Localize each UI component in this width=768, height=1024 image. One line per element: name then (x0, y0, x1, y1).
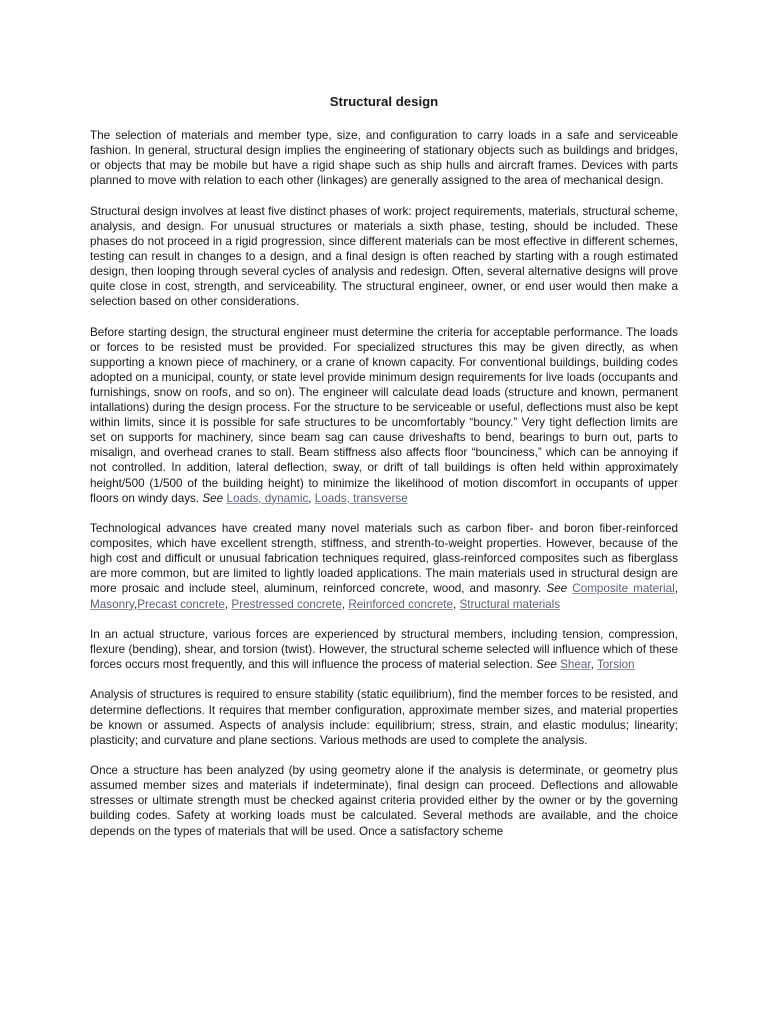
link-loads-dynamic[interactable]: Loads, dynamic (226, 491, 309, 505)
link-torsion[interactable]: Torsion (596, 658, 635, 672)
link-shear[interactable]: Shear (560, 658, 591, 672)
link-reinforced-concrete[interactable]: Reinforced concrete (348, 597, 453, 611)
paragraph-3-text: Before starting design, the structural engineer must determine the criteria for acceptable performance. The loads or forces to be resisted must be provided. For specialized structures this may be given directly, as when supporting a known piece of machinery, or a crane of known capacity. For conventional buildings, building codes adopted on a municipal, county, or state level provide minimum design requirements for live loads (occupants and furnishings, snow on roofs, and so on). The engineer will calculate dead loads (structure and known, permanent intallations) during the design process. For the structure to be serviceable or useful, deflections must also be kept within limits, since it is possible for safe structures to be uncomfortably “bouncy.” Very tight deflection limits are set on supports for machinery, since beam sag can cause driveshafts to bend, bearings to burn out, parts to misalign, and overhead cranes to stall. Beam stiffness also affects floor “bounciness,” which can be annoying if not controlled. In addition, lateral deflection, sway, or drift of tall buildings is often held within approximately height/500 (1/500 of the building height) to minimize the likelihood of motion discomfort in occupants of upper floors on windy days. (90, 325, 678, 505)
link-prestressed-concrete[interactable]: Prestressed concrete (231, 597, 342, 611)
paragraph-6: Analysis of structures is required to ensure stability (static equilibrium), find the member forces to be resisted, and determine deflections. It requires that member configuration, approximate member sizes, and material properties be known or assumed. Aspects of analysis include: equilibrium; stress, strain, and elastic modulus; linearity; plasticity; and curvature and plane sections. Various methods are used to complete the analysis. (90, 688, 678, 747)
link-masonry[interactable]: Masonry (90, 597, 134, 611)
paragraph-3: Before starting design, the structural engineer must determine the criteria for acceptable performance. The loads or forces to be resisted must be provided. For specialized structures this may be given directly, as when supporting a known piece of machinery, or a crane of known capacity. For conventional buildings, building codes adopted on a municipal, county, or state level provide minimum design requirements for live loads (occupants and furnishings, snow on roofs, and so on). The engineer will calculate dead loads (structure and known, permanent intallations) during the design process. For the structure to be serviceable or useful, deflections must also be kept within limits, since it is possible for safe structures to be uncomfortably “bouncy.” Very tight deflection limits are set on supports for machinery, since beam sag can cause driveshafts to bend, bearings to burn out, parts to misalign, and overhead cranes to stall. Beam stiffness also affects floor “bounciness,” which can be annoying if not controlled. In addition, lateral deflection, sway, or drift of tall buildings is often held within approximately height/500 (1/500 of the building height) to minimize the likelihood of motion discomfort in occupants of upper floors on windy days. See Loads, dynamic, Loads, transverse (90, 325, 678, 505)
paragraph-5-text: In an actual structure, various forces are experienced by structural members, including tension, compression, flexure (bending), shear, and torsion (twist). However, the structural scheme selected will influence which of these forces occurs most frequently, and this will influence the process of material selection. (90, 627, 678, 672)
see-label: See (546, 582, 568, 596)
paragraph-5: In an actual structure, various forces are experienced by structural members, including tension, compression, flexure (bending), shear, and torsion (twist). However, the structural scheme selected will influence which of these forces occurs most frequently, and this will influence the process of material selection. See Shear, Torsion (90, 627, 678, 672)
see-label: See (202, 491, 224, 505)
link-precast-concrete[interactable]: Precast concrete (137, 597, 225, 611)
link-loads-transverse[interactable]: Loads, transverse (314, 491, 408, 505)
paragraph-2: Structural design involves at least five distinct phases of work: project requirements, materials, structural scheme, analysis, and design. For unusual structures or materials a sixth phase, testing, should be included. These phases do not proceed in a rigid progression, since different materials can be most effective in different schemes, testing can result in changes to a design, and a final design is often reached by starting with a rough estimated design, then looping through several cycles of analysis and redesign. Often, several alternative designs will prove quite close in cost, strength, and serviceability. The structural engineer, owner, or end user would then make a selection based on other considerations. (90, 204, 678, 309)
article-body (90, 128, 678, 854)
page-title: Structural design (329, 94, 439, 109)
link-composite-material[interactable]: Composite material (572, 582, 675, 596)
paragraph-4-text: Technological advances have created many novel materials such as carbon fiber- and boron fiber-reinforced composites, which have excellent strength, stiffness, and strenth-to-weight properties. However, because of the high cost and difficult or unusual fabrication techniques required, glass-reinforced composites such as fiberglass are more common, but are limited to lightly loaded applications. The main materials used in structural design are more prosaic and include steel, aluminum, reinforced concrete, wood, and masonry. (90, 522, 678, 596)
paragraph-4: Technological advances have created many novel materials such as carbon fiber- and boron fiber-reinforced composites, which have excellent strength, stiffness, and strenth-to-weight properties. However, because of the high cost and difficult or unusual fabrication techniques required, glass-reinforced composites such as fiberglass are more common, but are limited to lightly loaded applications. The main materials used in structural design are more prosaic and include steel, aluminum, reinforced concrete, wood, and masonry. See Composite material, Masonry,Precast concrete, Prestressed concrete, Reinforced concrete, Structural materials (90, 522, 679, 611)
link-structural-materials[interactable]: Structural materials (459, 597, 561, 611)
paragraph-1: The selection of materials and member type, size, and configuration to carry loads in a safe and serviceable fashion. In general, structural design implies the engineering of stationary objects such as buildings and bridges, or objects that may be mobile but have a rigid shape such as ship hulls and aircraft frames. Devices with parts planned to move with relation to each other (linkages) are generally assigned to the area of mechanical design. (90, 129, 678, 188)
paragraph-7: Once a structure has been analyzed (by using geometry alone if the analysis is determinate, or geometry plus assumed member sizes and materials if indeterminate), final design can proceed. Deflections and allowable stresses or ultimate strength must be checked against criteria provided either by the owner or by the governing building codes. Safety at working loads must be calculated. Several methods are available, and the choice depends on the types of materials that will be used. Once a satisfactory scheme (90, 764, 678, 838)
see-label: See (536, 658, 557, 672)
